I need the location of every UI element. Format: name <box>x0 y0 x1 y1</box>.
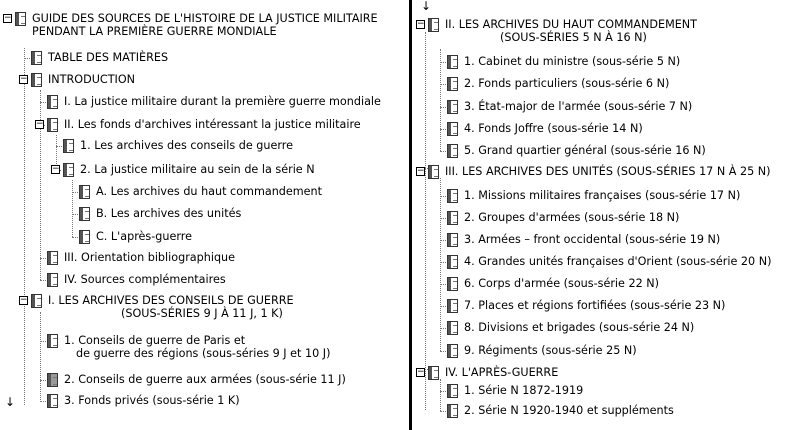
tree-label: I. La justice militaire durant la première guerre mondiale <box>64 95 381 108</box>
tree-line <box>56 146 62 147</box>
tree-line <box>40 341 46 342</box>
tree-label: 1. Conseils de guerre de Paris et <box>64 334 246 347</box>
scroll-up-arrow-icon[interactable]: ↓ <box>421 0 432 13</box>
tree-node-unit-item[interactable] <box>447 233 720 247</box>
tree-node-conseils-armees[interactable] <box>47 373 346 387</box>
tree-label: IV. L'APRÈS-GUERRE <box>445 366 559 379</box>
tree-label: (SOUS-SÉRIES 5 N À 16 N) <box>500 31 647 44</box>
tree-label: de guerre des régions (sous-séries 9 J et 10 J) <box>76 347 331 360</box>
tree-node-fonds-archives[interactable] <box>35 118 361 132</box>
document-icon <box>447 122 458 136</box>
tree-label: A. Les archives du haut commandement <box>96 185 323 198</box>
document-icon <box>447 211 458 225</box>
tree-node-justice-guerre[interactable] <box>47 95 381 109</box>
tree-node-unites[interactable] <box>79 207 241 221</box>
tree-node-hc-item[interactable] <box>447 122 643 136</box>
tree-line <box>40 401 46 402</box>
document-icon <box>79 230 90 244</box>
document-icon <box>63 163 74 177</box>
tree-label: (SOUS-SÉRIES 9 J À 11 J, 1 K) <box>121 307 283 320</box>
tree-line <box>440 62 446 63</box>
tree-node-unit-item[interactable] <box>447 344 637 358</box>
document-icon <box>447 321 458 335</box>
tree-line <box>40 312 41 402</box>
right-tree-pane[interactable] <box>413 0 800 430</box>
collapse-toggle-icon[interactable]: − <box>417 19 425 29</box>
tree-label: 4. Fonds Joffre (sous-série 14 N) <box>464 122 643 135</box>
pane-divider[interactable] <box>409 0 412 430</box>
document-icon <box>447 277 458 291</box>
tree-line <box>440 306 446 307</box>
tree-label: II. Les fonds d'archives intéressant la justice militaire <box>64 118 361 131</box>
tree-label: 4. Grandes unités françaises d'Orient (sous-série 20 N) <box>464 255 772 268</box>
tree-node-hc-item[interactable] <box>447 144 706 158</box>
tree-line <box>40 258 46 259</box>
tree-label: 3. Armées – front occidental (sous-série 19 N) <box>464 233 721 246</box>
document-icon <box>47 251 58 265</box>
tree-line <box>440 328 446 329</box>
collapse-toggle-icon[interactable]: − <box>417 166 425 176</box>
tree-label: 2. La justice militaire au sein de la série N <box>80 163 315 176</box>
tree-node-guide[interactable] <box>3 12 378 38</box>
document-icon <box>428 18 439 32</box>
tree-label: GUIDE DES SOURCES DE L'HISTOIRE DE LA JUSTICE MILITAIRE <box>32 12 378 25</box>
tree-label: II. LES ARCHIVES DU HAUT COMMANDEMENT <box>445 18 697 31</box>
tree-label: B. Les archives des unités <box>96 207 242 220</box>
tree-node-sources-complementaires[interactable] <box>47 273 226 287</box>
tree-node-postwar-item[interactable] <box>447 384 583 398</box>
tree-line <box>440 411 446 412</box>
tree-label: INTRODUCTION <box>48 73 136 86</box>
tree-node-hc-item[interactable] <box>447 100 692 114</box>
document-icon <box>447 384 458 398</box>
tree-node-serie-n[interactable] <box>51 163 315 177</box>
tree-line <box>440 391 446 392</box>
tree-label: 7. Places et régions fortifiées (sous-série 23 N) <box>464 299 726 312</box>
document-icon <box>31 51 42 65</box>
document-icon <box>447 299 458 313</box>
tree-node-haut-commandement-section[interactable] <box>416 18 697 44</box>
tree-label: 1. Série N 1872-1919 <box>464 384 584 397</box>
document-icon <box>31 73 42 87</box>
document-icon <box>447 144 458 158</box>
tree-node-unit-item[interactable] <box>447 277 659 291</box>
tree-node-unites-section[interactable] <box>416 165 771 179</box>
tree-node-unit-item[interactable] <box>447 321 694 335</box>
tree-line <box>440 49 441 151</box>
tree-line <box>24 58 30 59</box>
document-icon <box>47 118 58 132</box>
tree-node-conseils-paris[interactable] <box>47 334 330 360</box>
tree-line <box>440 196 446 197</box>
document-icon <box>428 165 439 179</box>
tree-label: 3. État-major de l'armée (sous-série 7 N) <box>464 100 693 113</box>
tree-label: 2. Série N 1920-1940 et suppléments <box>464 404 674 417</box>
document-icon <box>447 100 458 114</box>
document-icon <box>47 373 58 387</box>
tree-label: 9. Régiments (sous-série 25 N) <box>464 344 637 357</box>
tree-node-fonds-prives[interactable] <box>47 394 240 408</box>
tree-label: III. Orientation bibliographique <box>64 251 236 264</box>
tree-line <box>72 180 73 237</box>
tree-label: 1. Cabinet du ministre (sous-série 5 N) <box>464 55 681 68</box>
tree-label: 1. Les archives des conseils de guerre <box>80 139 294 152</box>
document-icon <box>447 404 458 418</box>
collapse-toggle-icon[interactable]: − <box>20 74 28 84</box>
tree-label: IV. Sources complémentaires <box>64 273 226 286</box>
collapse-toggle-icon[interactable]: − <box>52 164 60 174</box>
tree-node-archives-conseils[interactable] <box>63 139 293 153</box>
tree-node-apres-guerre[interactable] <box>79 230 192 244</box>
tree-line <box>72 237 78 238</box>
tree-line <box>440 129 446 130</box>
tree-label: 3. Fonds privés (sous-série 1 K) <box>64 394 240 407</box>
document-icon <box>47 334 58 348</box>
tree-label: 5. Grand quartier général (sous-série 16 N) <box>464 144 706 157</box>
tree-node-hc-item[interactable] <box>447 55 680 69</box>
tree-node-hc-item[interactable] <box>447 77 669 91</box>
tree-line <box>440 151 446 152</box>
tree-line <box>440 240 446 241</box>
document-icon <box>447 189 458 203</box>
tree-label: PENDANT LA PREMIÈRE GUERRE MONDIALE <box>32 25 277 38</box>
tree-node-table[interactable] <box>31 51 168 65</box>
tree-label: 2. Fonds particuliers (sous-série 6 N) <box>464 77 670 90</box>
collapse-toggle-icon[interactable]: − <box>20 295 28 305</box>
document-icon <box>447 255 458 269</box>
tree-node-introduction[interactable] <box>19 73 135 87</box>
tree-label: 2. Groupes d'armées (sous-série 18 N) <box>464 211 680 224</box>
tree-node-postwar-item[interactable] <box>447 404 674 418</box>
tree-line <box>72 214 78 215</box>
document-icon <box>428 366 439 380</box>
tree-line <box>40 280 46 281</box>
tree-line <box>72 192 78 193</box>
tree-node-unit-item[interactable] <box>447 189 740 203</box>
tree-line <box>440 178 441 351</box>
tree-label: 2. Conseils de guerre aux armées (sous-série 11 J) <box>64 373 346 386</box>
document-icon <box>47 394 58 408</box>
tree-line <box>425 32 426 410</box>
document-icon <box>447 77 458 91</box>
tree-label: C. L'après-guerre <box>96 230 193 243</box>
document-icon <box>15 12 26 26</box>
document-icon <box>447 344 458 358</box>
tree-label: III. LES ARCHIVES DES UNITÉS (SOUS-SÉRIES 17 N À 25 N) <box>445 165 771 178</box>
tree-label: 8. Divisions et brigades (sous-série 24 N) <box>464 321 695 334</box>
document-icon <box>447 233 458 247</box>
tree-line <box>40 380 46 381</box>
tree-line <box>40 102 46 103</box>
tree-node-haut-commandement[interactable] <box>79 185 322 199</box>
tree-node-bibliographie[interactable] <box>47 251 235 265</box>
tree-label: 6. Corps d'armée (sous-série 22 N) <box>464 277 660 290</box>
tree-line <box>440 284 446 285</box>
tree-label: TABLE DES MATIÈRES <box>48 51 169 64</box>
document-icon <box>79 185 90 199</box>
scroll-down-arrow-icon[interactable]: ↓ <box>5 395 16 409</box>
tree-line <box>440 107 446 108</box>
tree-node-apres-guerre-section[interactable] <box>416 366 558 380</box>
document-icon <box>63 139 74 153</box>
tree-node-unit-item[interactable] <box>447 299 725 313</box>
collapse-toggle-icon[interactable]: − <box>4 13 12 23</box>
document-icon <box>47 273 58 287</box>
tree-line <box>440 351 446 352</box>
tree-line <box>24 48 25 405</box>
document-icon <box>447 55 458 69</box>
tree-label: 1. Missions militaires françaises (sous-série 17 N) <box>464 189 741 202</box>
collapse-toggle-icon[interactable]: − <box>36 119 44 129</box>
tree-node-unit-item[interactable] <box>447 255 771 269</box>
tree-line <box>440 379 441 411</box>
document-icon <box>47 95 58 109</box>
tree-line <box>440 218 446 219</box>
tree-line <box>440 262 446 263</box>
document-icon <box>31 294 42 308</box>
document-icon <box>79 207 90 221</box>
collapse-toggle-icon[interactable]: − <box>417 367 425 377</box>
tree-node-archives-conseils-guerre[interactable] <box>19 294 294 320</box>
tree-node-unit-item[interactable] <box>447 211 679 225</box>
tree-line <box>440 84 446 85</box>
tree-label: I. LES ARCHIVES DES CONSEILS DE GUERRE <box>48 294 294 307</box>
